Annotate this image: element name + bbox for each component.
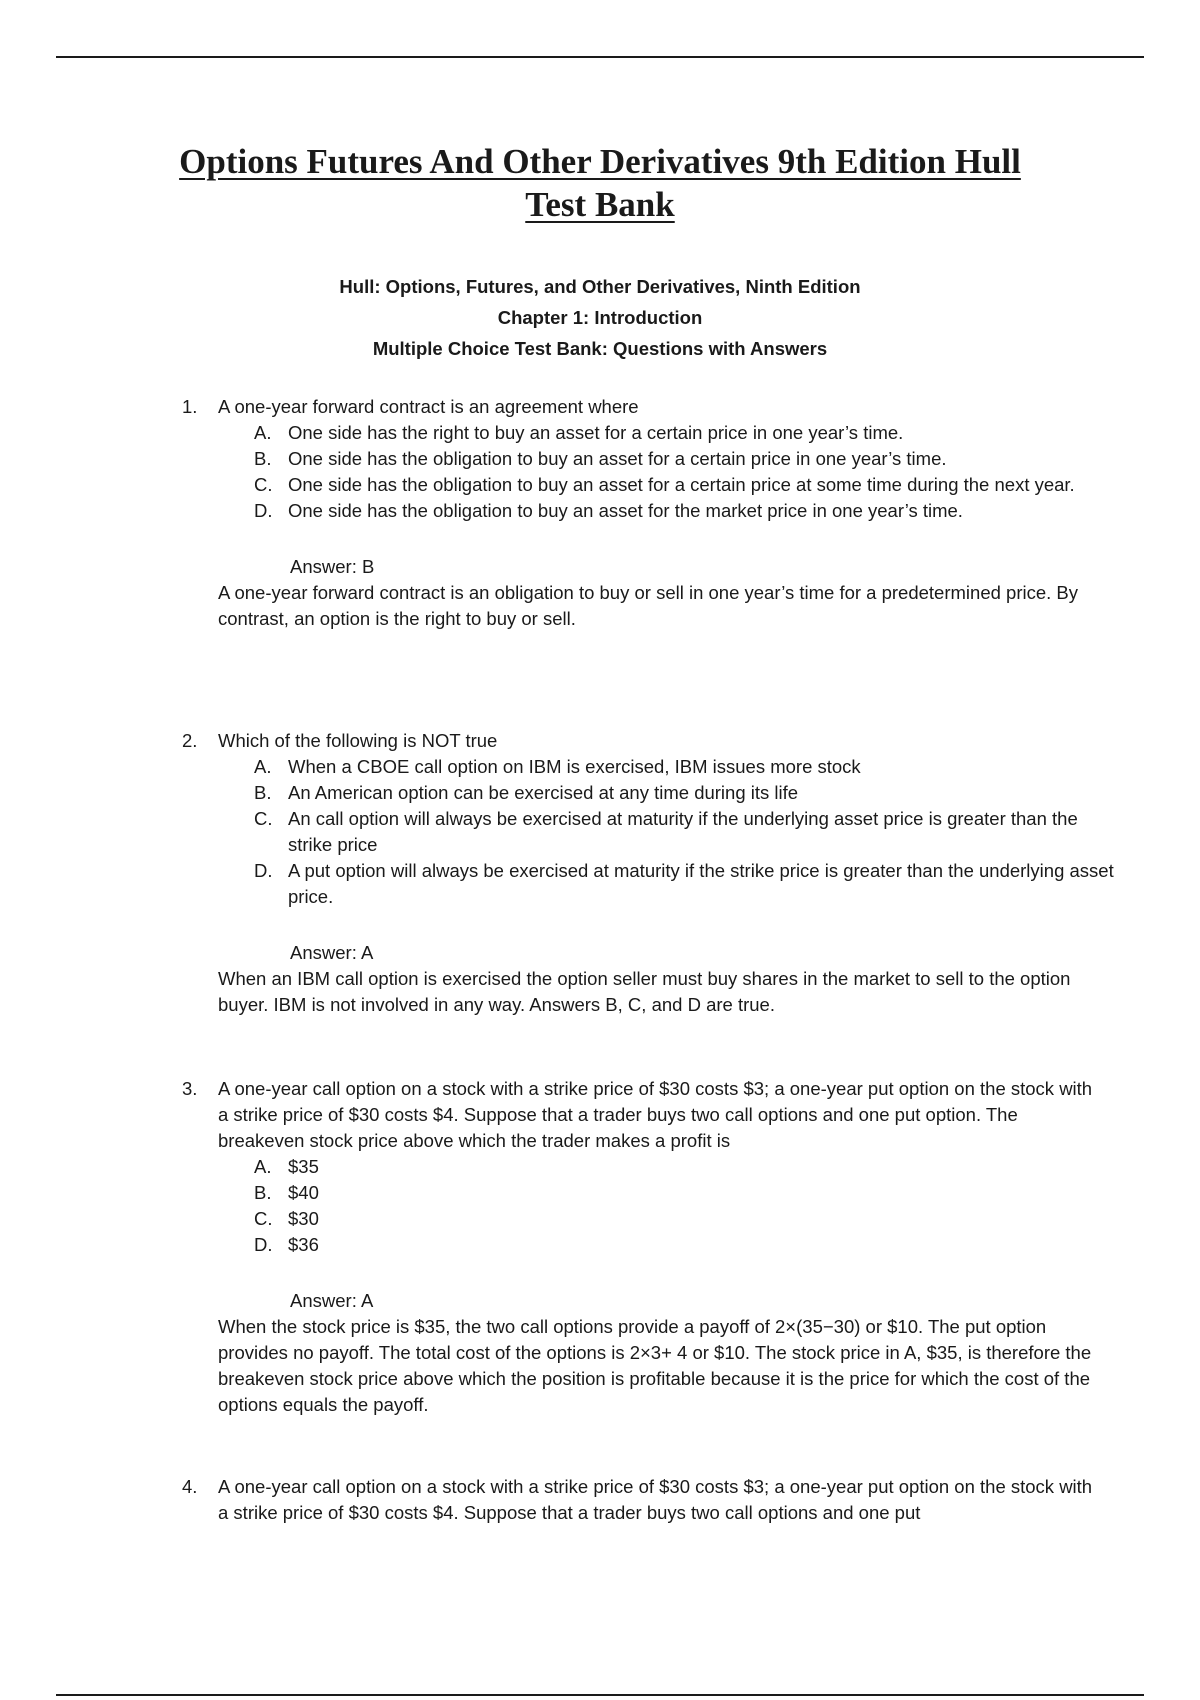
- option-a: [218, 754, 1118, 780]
- option-b: [218, 446, 1118, 472]
- answer-explanation: A one-year forward contract is an obligation to buy or sell in one year’s time for a predetermined price. By contrast, an option is the right to buy or sell.: [218, 582, 1079, 629]
- option-letter: C.: [254, 808, 273, 829]
- answer-explanation: When an IBM call option is exercised the option seller must buy shares in the market to sell to the option buyer. IBM is not involved in any way. Answers B, C, and D are true.: [218, 968, 1071, 1015]
- option-letter: A.: [254, 422, 272, 443]
- question-text: A one-year forward contract is an agreement where: [218, 396, 639, 417]
- page-title: [100, 140, 1100, 226]
- option-list: [218, 420, 1098, 524]
- option-list: [218, 754, 1114, 910]
- option-text: One side has the right to buy an asset for a certain price in one year’s time.: [288, 422, 904, 443]
- chapter-subheading: Chapter 1: Introduction: [497, 307, 703, 328]
- option-d: [218, 858, 1118, 910]
- option-text: $40: [288, 1182, 319, 1203]
- bottom-rule: [56, 1694, 1144, 1696]
- option-c: [218, 472, 1118, 498]
- answer-label: Answer: A: [290, 1290, 374, 1311]
- option-a: [218, 1154, 1118, 1180]
- option-text: One side has the obligation to buy an asset for the market price in one year’s time.: [288, 500, 963, 521]
- page-title-line2: Test Bank: [525, 185, 675, 224]
- option-letter: B.: [254, 782, 272, 803]
- question-4: [0, 1474, 1098, 1526]
- option-letter: C.: [254, 1208, 273, 1229]
- book-subheading: Hull: Options, Futures, and Other Derivatives, Ninth Edition: [339, 276, 861, 297]
- option-text: $35: [288, 1156, 319, 1177]
- top-rule: [56, 56, 1144, 58]
- option-text: $30: [288, 1208, 319, 1229]
- question-number: 2.: [182, 730, 198, 751]
- option-letter: C.: [254, 474, 273, 495]
- option-text: One side has the obligation to buy an asset for a certain price in one year’s time.: [288, 448, 947, 469]
- answer-label: Answer: A: [290, 942, 374, 963]
- option-a: [218, 420, 1118, 446]
- question-number: 4.: [182, 1476, 198, 1497]
- question-3: [0, 1076, 1098, 1418]
- subheadings: [100, 271, 1100, 364]
- option-letter: A.: [254, 1156, 272, 1177]
- option-text: One side has the obligation to buy an asset for a certain price at some time during the next year.: [288, 474, 1075, 495]
- question-number: 3.: [182, 1078, 198, 1099]
- option-letter: B.: [254, 448, 272, 469]
- option-text: An American option can be exercised at any time during its life: [288, 782, 799, 803]
- option-letter: D.: [254, 1234, 273, 1255]
- option-letter: B.: [254, 1182, 272, 1203]
- option-d: [218, 498, 1118, 524]
- option-letter: D.: [254, 860, 273, 881]
- answer-label: Answer: B: [290, 556, 375, 577]
- question-list: [0, 394, 1200, 1526]
- question-text: A one-year call option on a stock with a strike price of $30 costs $3; a one-year put option on the stock with a strike price of $30 costs $4. Suppose that a trader buys two call options and one put option. The breakeven stock price above which the trader makes a profit is: [218, 1078, 1093, 1151]
- option-text: When a CBOE call option on IBM is exercised, IBM issues more stock: [288, 756, 861, 777]
- page-title-line1: Options Futures And Other Derivatives 9th Edition Hull: [179, 142, 1021, 181]
- option-text: An call option will always be exercised at maturity if the underlying asset price is greater than the strike price: [288, 808, 1078, 855]
- question-1: [0, 394, 1098, 632]
- option-b: [218, 1180, 1118, 1206]
- option-text: A put option will always be exercised at maturity if the strike price is greater than the underlying asset price.: [288, 860, 1114, 907]
- option-c: [218, 1206, 1118, 1232]
- question-text: Which of the following is NOT true: [218, 730, 498, 751]
- option-letter: A.: [254, 756, 272, 777]
- test-bank-subheading: Multiple Choice Test Bank: Questions with Answers: [372, 338, 828, 359]
- question-text: A one-year call option on a stock with a strike price of $30 costs $3; a one-year put option on the stock with a strike price of $30 costs $4. Suppose that a trader buys two call options and one put: [218, 1476, 1093, 1523]
- question-number: 1.: [182, 396, 198, 417]
- option-d: [218, 1232, 1118, 1258]
- option-c: [218, 806, 1118, 858]
- option-b: [218, 780, 1118, 806]
- option-letter: D.: [254, 500, 273, 521]
- question-2: [0, 728, 1114, 1018]
- answer-explanation: When the stock price is $35, the two call options provide a payoff of 2×(35−30) or $10. The put option provides no payoff. The total cost of the options is 2×3+ 4 or $10. The stock price in A, $35, is therefore the breakeven stock price above which the position is profitable because it is the price for which the cost of the options equals the payoff.: [218, 1316, 1092, 1415]
- option-list: [218, 1154, 1098, 1258]
- option-text: $36: [288, 1234, 319, 1255]
